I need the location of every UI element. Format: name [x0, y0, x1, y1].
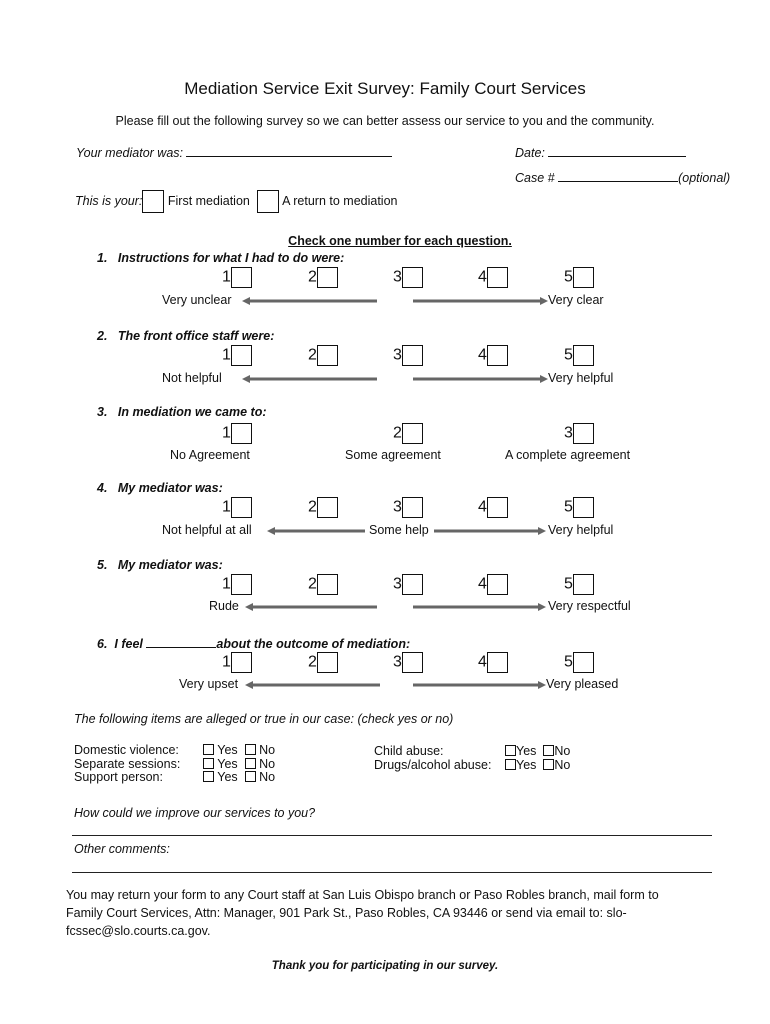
q1-option-5[interactable]: 5: [564, 267, 594, 288]
q2-option-1[interactable]: 1: [222, 345, 252, 366]
q5-checkbox-2[interactable]: [317, 574, 338, 595]
no-checkbox[interactable]: [245, 758, 256, 769]
yes-checkbox[interactable]: [203, 758, 214, 769]
q1-checkbox-3[interactable]: [402, 267, 423, 288]
q6-checkbox-2[interactable]: [317, 652, 338, 673]
q4-option-3[interactable]: 3: [393, 497, 423, 518]
q6-option-4[interactable]: 4: [478, 652, 508, 673]
case-optional-label: (optional): [678, 171, 731, 185]
q2-option-5[interactable]: 5: [564, 345, 594, 366]
q6-checkbox-4[interactable]: [487, 652, 508, 673]
allegations-right-labels: [374, 745, 491, 772]
yes-checkbox[interactable]: [505, 745, 516, 756]
separate-sessions-options: Yes No: [203, 758, 275, 772]
separate-sessions-label: Separate sessions:: [74, 756, 181, 771]
q3-checkbox-3[interactable]: [573, 423, 594, 444]
case-label: Case #: [515, 171, 555, 185]
left-arrow-icon: [242, 375, 377, 383]
child-abuse-options: Yes No: [505, 745, 570, 759]
q1-option-1[interactable]: 1: [222, 267, 252, 288]
q6-option-1[interactable]: 1: [222, 652, 252, 673]
no-checkbox[interactable]: [543, 759, 554, 770]
q1-option-4[interactable]: 4: [478, 267, 508, 288]
q5-option-2[interactable]: 2: [308, 574, 338, 595]
q1-right-label: Very clear: [548, 293, 604, 307]
drugs-alcohol-options: Yes No: [505, 759, 570, 773]
date-field: [515, 145, 686, 160]
q6-option-3[interactable]: 3: [393, 652, 423, 673]
this-is-label: This is your:: [75, 193, 143, 208]
first-mediation-label: First mediation: [167, 193, 250, 208]
return-mediation-checkbox[interactable]: [257, 190, 279, 213]
q6-option-2[interactable]: 2: [308, 652, 338, 673]
improve-input-line[interactable]: [72, 835, 712, 836]
q5-checkbox-1[interactable]: [231, 574, 252, 595]
left-arrow-icon: [245, 603, 377, 611]
mediation-type-row: [75, 190, 398, 213]
q3-option-1[interactable]: 1: [222, 423, 252, 444]
question-4: 4. My mediator was:: [97, 481, 223, 495]
q4-middle-label: Some help: [369, 523, 429, 537]
right-arrow-icon: [413, 603, 546, 611]
q6-checkbox-1[interactable]: [231, 652, 252, 673]
mediator-input-line[interactable]: [186, 145, 392, 157]
drugs-alcohol-label: Drugs/alcohol abuse:: [374, 757, 492, 772]
feeling-input-line[interactable]: [146, 635, 216, 648]
domestic-violence-label: Domestic violence:: [74, 743, 179, 757]
q4-option-2[interactable]: 2: [308, 497, 338, 518]
domestic-violence-options: Yes No: [203, 744, 275, 758]
q6-checkbox-5[interactable]: [573, 652, 594, 673]
left-arrow-icon: [267, 527, 365, 535]
q1-checkbox-1[interactable]: [231, 267, 252, 288]
q1-option-3[interactable]: 3: [393, 267, 423, 288]
comments-input-line[interactable]: [72, 872, 712, 873]
allegations-right-options: [505, 745, 570, 772]
q3-option-2[interactable]: 2: [393, 423, 423, 444]
q4-left-label: Not helpful at all: [162, 523, 252, 537]
q2-checkbox-5[interactable]: [573, 345, 594, 366]
q5-checkbox-4[interactable]: [487, 574, 508, 595]
q4-checkbox-2[interactable]: [317, 497, 338, 518]
q6-checkbox-3[interactable]: [402, 652, 423, 673]
q2-option-4[interactable]: 4: [478, 345, 508, 366]
q2-checkbox-3[interactable]: [402, 345, 423, 366]
q1-left-label: Very unclear: [162, 293, 232, 307]
case-input-line[interactable]: [558, 170, 678, 182]
thank-you-note: Thank you for participating in our survey.: [271, 960, 499, 972]
q1-checkbox-2[interactable]: [317, 267, 338, 288]
q4-checkbox-1[interactable]: [231, 497, 252, 518]
mediator-field: [76, 145, 392, 160]
support-person-label: Support person:: [74, 770, 163, 784]
q3-label-1: No Agreement: [170, 448, 250, 462]
allegations-left-labels: [74, 744, 180, 785]
yes-checkbox[interactable]: [203, 771, 214, 782]
return-mediation-label: A return to mediation: [282, 193, 398, 208]
question-2: 2. The front office staff were:: [97, 329, 275, 343]
page-title: Mediation Service Exit Survey: Family Court Services: [184, 79, 586, 98]
q3-label-2: Some agreement: [345, 448, 441, 462]
mediator-label: Your mediator was:: [76, 146, 183, 160]
q2-option-3[interactable]: 3: [393, 345, 423, 366]
right-arrow-icon: [434, 527, 546, 535]
question-1: 1. Instructions for what I had to do were:: [97, 251, 345, 265]
q4-option-4[interactable]: 4: [478, 497, 508, 518]
q4-right-label: Very helpful: [548, 523, 614, 537]
q5-option-3[interactable]: 3: [393, 574, 423, 595]
q5-left-label: Rude: [209, 599, 239, 613]
allegations-left-options: [203, 744, 275, 785]
q3-option-3[interactable]: 3: [564, 423, 594, 444]
q2-checkbox-4[interactable]: [487, 345, 508, 366]
q2-left-label: Not helpful: [162, 371, 222, 385]
yes-checkbox[interactable]: [505, 759, 516, 770]
q5-option-1[interactable]: 1: [222, 574, 252, 595]
no-checkbox[interactable]: [543, 745, 554, 756]
question-6: 6. I feel about the outcome of mediation:: [97, 637, 411, 651]
q5-right-label: Very respectful: [548, 599, 631, 613]
comments-label: Other comments:: [74, 842, 170, 856]
first-mediation-checkbox[interactable]: [142, 190, 164, 213]
q6-option-5[interactable]: 5: [564, 652, 594, 673]
q4-checkbox-3[interactable]: [402, 497, 423, 518]
q5-option-4[interactable]: 4: [478, 574, 508, 595]
support-person-options: Yes No: [203, 771, 275, 785]
q1-checkbox-4[interactable]: [487, 267, 508, 288]
case-field: [515, 170, 730, 185]
q3-checkbox-2[interactable]: [402, 423, 423, 444]
question-3: 3. In mediation we came to:: [97, 405, 267, 419]
q5-checkbox-5[interactable]: [573, 574, 594, 595]
improve-label: How could we improve our services to you?: [74, 806, 316, 820]
right-arrow-icon: [413, 681, 546, 689]
no-checkbox[interactable]: [245, 771, 256, 782]
q2-option-2[interactable]: 2: [308, 345, 338, 366]
q3-checkbox-1[interactable]: [231, 423, 252, 444]
q2-checkbox-2[interactable]: [317, 345, 338, 366]
check-instruction: Check one number for each question.: [288, 234, 512, 248]
q4-option-5[interactable]: 5: [564, 497, 594, 518]
q1-checkbox-5[interactable]: [573, 267, 594, 288]
q1-option-2[interactable]: 2: [308, 267, 338, 288]
q6-right-label: Very pleased: [546, 677, 619, 691]
q3-label-3: A complete agreement: [505, 448, 631, 462]
child-abuse-label: Child abuse:: [374, 744, 444, 758]
q4-option-1[interactable]: 1: [222, 497, 252, 518]
q2-checkbox-1[interactable]: [231, 345, 252, 366]
question-5: 5. My mediator was:: [97, 558, 223, 572]
q4-checkbox-4[interactable]: [487, 497, 508, 518]
date-label: Date:: [515, 146, 545, 160]
yes-checkbox[interactable]: [203, 744, 214, 755]
q5-checkbox-3[interactable]: [402, 574, 423, 595]
q6-left-label: Very upset: [179, 677, 239, 691]
right-arrow-icon: [413, 297, 548, 305]
q4-checkbox-5[interactable]: [573, 497, 594, 518]
right-arrow-icon: [413, 375, 548, 383]
q2-right-label: Very helpful: [548, 371, 614, 385]
allegations-intro: The following items are alleged or true in our case: (check yes or no): [74, 712, 454, 726]
return-instructions: You may return your form to any Court staff at San Luis Obispo branch or Paso Robles branch, mail form to Family Court Services, Attn: Manager, 901 Park St., Paso Robles, CA 93446 or send via email to: slo-fcssec@slo.courts.ca.gov.: [66, 888, 659, 938]
left-arrow-icon: [242, 297, 377, 305]
left-arrow-icon: [245, 681, 380, 689]
survey-instructions: Please fill out the following survey so we can better assess our service to you and the community.: [115, 114, 655, 128]
q5-option-5[interactable]: 5: [564, 574, 594, 595]
date-input-line[interactable]: [548, 145, 686, 157]
no-checkbox[interactable]: [245, 744, 256, 755]
